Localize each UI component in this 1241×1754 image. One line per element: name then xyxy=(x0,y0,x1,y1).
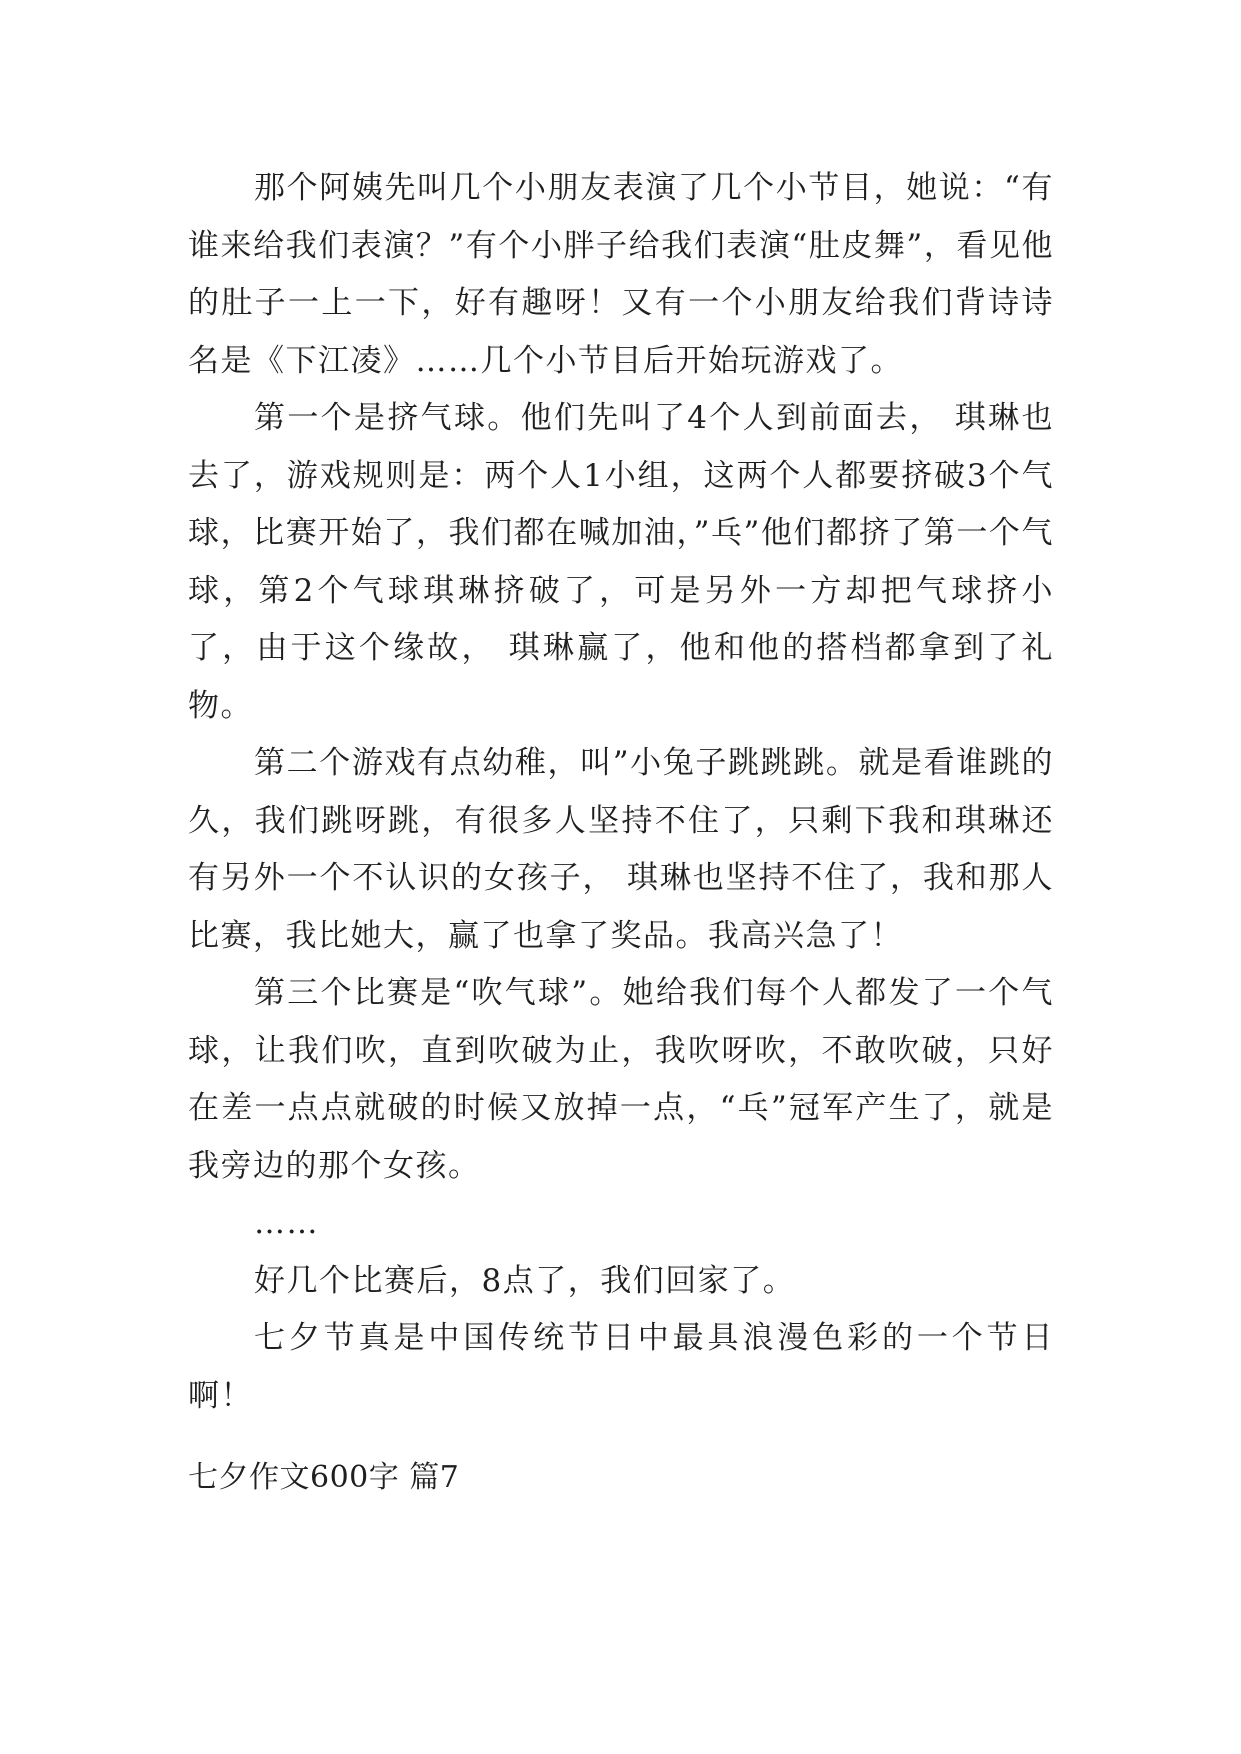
section-heading: 七夕作文600字 篇7 xyxy=(188,1460,460,1495)
paragraph-blow-balloon: 第三个比赛是“吹气球”。她给我们每个人都发了一个气球，让我们吹，直到吹破为止，我吹呀吹，不敢吹破，只好在差一点点就破的时候又放掉一点，“乓”冠军产生了，就是我旁边的那个女孩。 xyxy=(188,975,1054,1184)
paragraph-performance: 那个阿姨先叫几个小朋友表演了几个小节目，她说：“有谁来给我们表演？”有个小胖子给我们表演“肚皮舞”，看见他的肚子一上一下，好有趣呀！又有一个小朋友给我们背诗诗名是《下江凌》……几个小节目后开始玩游戏了。 xyxy=(188,170,1054,379)
paragraph-bunny-jump: 第二个游戏有点幼稚，叫”小兔子跳跳跳。就是看谁跳的久，我们跳呀跳，有很多人坚持不住了，只剩下我和琪琳还有另外一个不认识的女孩子， 琪琳也坚持不住了，我和那人比赛，我比她大，赢了也拿了奖品。我高兴急了！ xyxy=(188,745,1054,954)
paragraph-squeeze-balloon: 第一个是挤气球。他们先叫了4个人到前面去， 琪琳也去了，游戏规则是：两个人1小组，这两个人都要挤破3个气球，比赛开始了，我们都在喊加油，”乓”他们都挤了第一个气球，第2个气球琪琳挤破了，可是另外一方却把气球挤小了，由于这个缘故， 琪琳赢了，他和他的搭档都拿到了礼物。 xyxy=(188,400,1054,724)
paragraph-ellipsis: …… xyxy=(254,1205,319,1241)
article-body xyxy=(188,160,1054,1425)
paragraph-go-home: 好几个比赛后，8点了，我们回家了。 xyxy=(254,1262,796,1299)
paragraph-conclusion: 七夕节真是中国传统节日中最具浪漫色彩的一个节日啊！ xyxy=(188,1320,1054,1414)
